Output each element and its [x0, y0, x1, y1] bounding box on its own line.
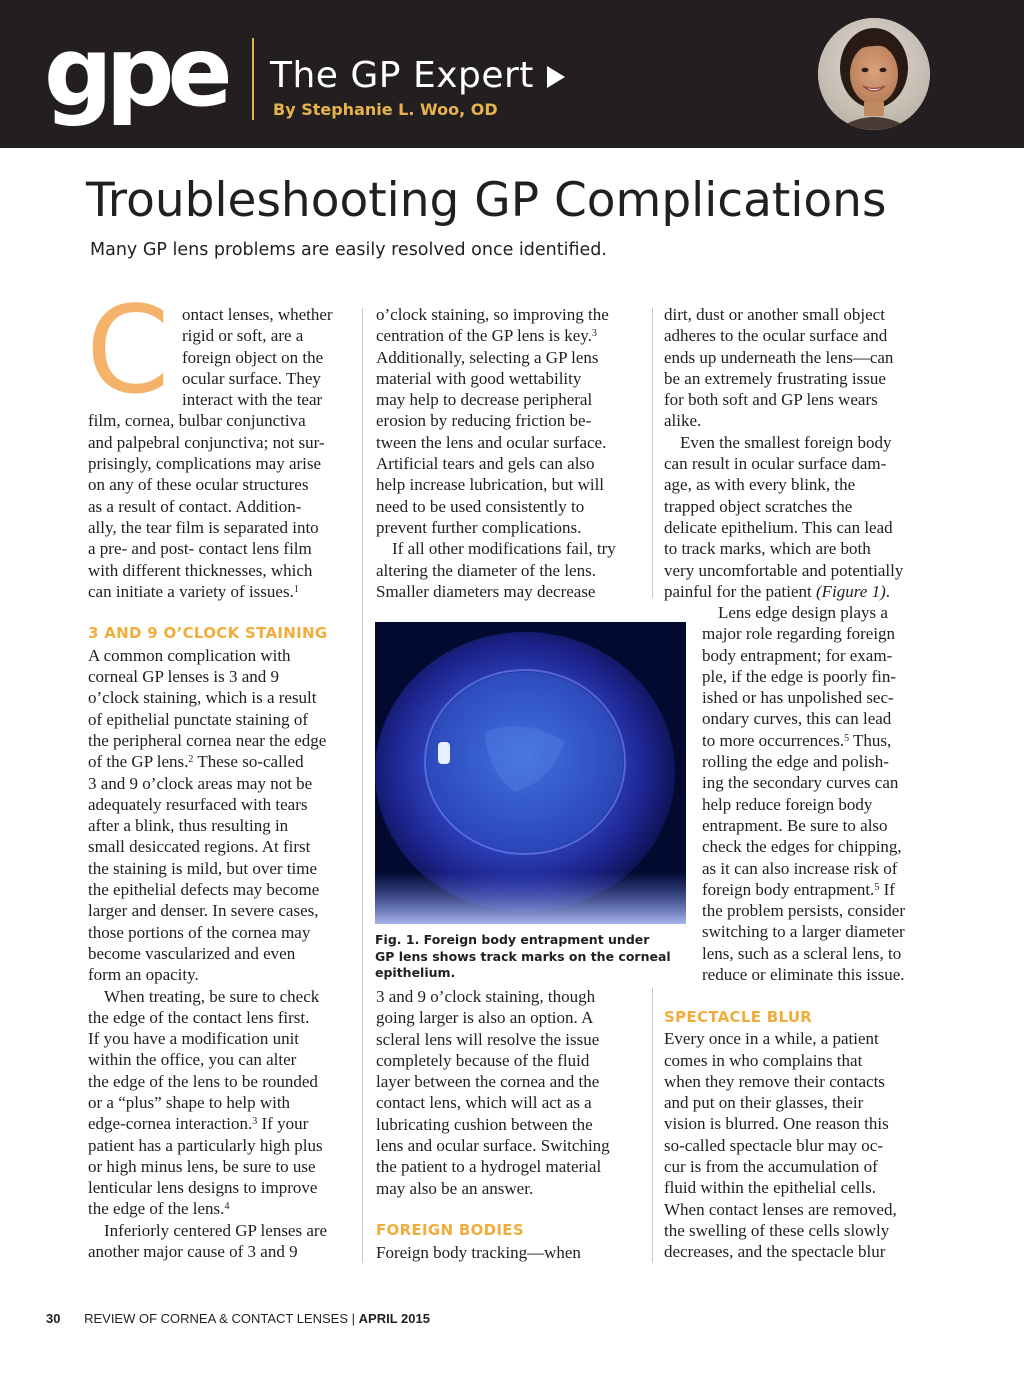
page-footer — [46, 1311, 430, 1326]
article-column-3-bottom: SPECTACLE BLUR Every once in a while, a patient comes in who complains that when they remove their contacts and put on their glasses, their vision is blurred. One reason this so-called spectacle blur may oc- cur is from the accumulation of fluid within the epithelial cells. When contact lenses are removed, the swelling of these cells slowly decreases, and the spectacle blur — [664, 1007, 934, 1263]
figure-1-image — [375, 622, 686, 924]
article-column-3-wrap: Lens edge design plays a major role regarding foreign body entrapment; for exam- ple, if the edge is poorly fin- ished or has unpolished sec- ondary curves, this can lead to more occurrences.$^5$ Thus, rolling the edge and polish- ing the secondary curves can help reduce foreign body entrapment. Be sure to also check the edges for chipping, as it can also increase risk of foreign body entrapment.$^5$ If the problem persists, consider switching to a larger diameter lens, such as a scleral lens, to reduce or eliminate this issue. — [702, 603, 906, 985]
publication-name: REVIEW OF CORNEA & CONTACT LENSES — [84, 1311, 348, 1326]
drop-cap: C — [86, 282, 170, 421]
page-number: 30 — [46, 1311, 61, 1326]
section-heading: SPECTACLE BLUR — [664, 1008, 813, 1026]
column-divider — [652, 988, 653, 1263]
article-column-2-top: o’clock staining, so improving the centration of the GP lens is key.$^3$ Additionally, selecting a GP lens material with good wettability may help to decrease peripheral erosion by reducing friction be- tween the lens and ocular surface. Artificial tears and gels can also help increase lubrication, but will need to be used consistently to prevent further complications. If all other modifications fail, try altering the diameter of the lens. Smaller diameters may decrease — [376, 305, 616, 601]
figure-1-caption: Fig. 1. Foreign body entrapment under GP lens shows track marks on the corneal epithelium. — [375, 932, 671, 980]
section-heading: FOREIGN BODIES — [376, 1221, 524, 1240]
header-banner — [0, 0, 1024, 148]
article-column-2-bottom: 3 and 9 o’clock staining, though going larger is also an option. A scleral lens will resolve the issue completely because of the fluid layer between the cornea and the contact lens, which will act as a lubricating cushion between the lens and ocular surface. Switching the patient to a hydrogel material may also be an answer. FOREIGN BODIES Foreign body tracking—when — [376, 986, 646, 1263]
gpe-logo: gpe — [44, 16, 226, 128]
article-title: Troubleshooting GP Complications — [86, 173, 887, 228]
author-photo — [818, 18, 930, 130]
section-heading: 3 AND 9 O’CLOCK STAINING — [88, 624, 328, 643]
play-triangle-icon — [547, 66, 565, 88]
footer-separator: | — [351, 1311, 356, 1326]
article-deck: Many GP lens problems are easily resolved once identified. — [90, 240, 607, 260]
header-divider — [252, 38, 254, 120]
byline: By Stephanie L. Woo, OD — [273, 100, 498, 119]
issue-date: APRIL 2015 — [358, 1311, 430, 1326]
article-column-1: ontact lenses, whether rigid or soft, are a foreign object on the ocular surface. They interact with the tear film, cornea, bulbar conjunctiva and palpebral conjunctiva; not sur- prisingly, complications may arise on any of these ocular structures as a result of contact. Addition- ally, the tear film is separated into a pre- and post- contact lens film with different thicknesses, which can initiate a variety of issues.$^1$ 3 AND 9 O’CLOCK STAINING A common complication with corneal GP lenses is 3 and 9 o’clock staining, which is a result of epithelial punctate staining of the peripheral cornea near the edge of the GP lens.$^2$ These so-called 3 and 9 o’clock areas may not be adequately resurfaced with tears after a blink, thus resulting in small desiccated regions. At first the staining is mild, but over time the epithelial defects may become larger and denser. In severe cases, those portions of the cornea may become vascularized and even form an opacity. When treating, be sure to check the edge of the contact lens first. If you have a modification unit within the office, you can alter the edge of the lens to be rounded or a “plus” shape to help with edge-cornea interaction.$^3$ If your patient has a particularly high plus or high minus lens, be sure to use lenticular lens designs to improve the edge of the lens.$^4$ Inferiorly centered GP lenses are another major cause of 3 and 9 — [88, 304, 352, 1262]
series-title: The GP Expert — [270, 55, 534, 96]
column-divider — [362, 308, 363, 1263]
article-column-3-top: dirt, dust or another small object adheres to the ocular surface and ends up underneath the lens—can be an extremely frustrating issue for both soft and GP lens wears alike. Even the smallest foreign body can result in ocular surface dam- age, as with every blink, the trapped object scratches the delicate epithelium. This can lead to track marks, which are both very uncomfortable and potentially painful for the patient (Figure 1). — [664, 305, 904, 601]
column-divider — [652, 308, 653, 598]
